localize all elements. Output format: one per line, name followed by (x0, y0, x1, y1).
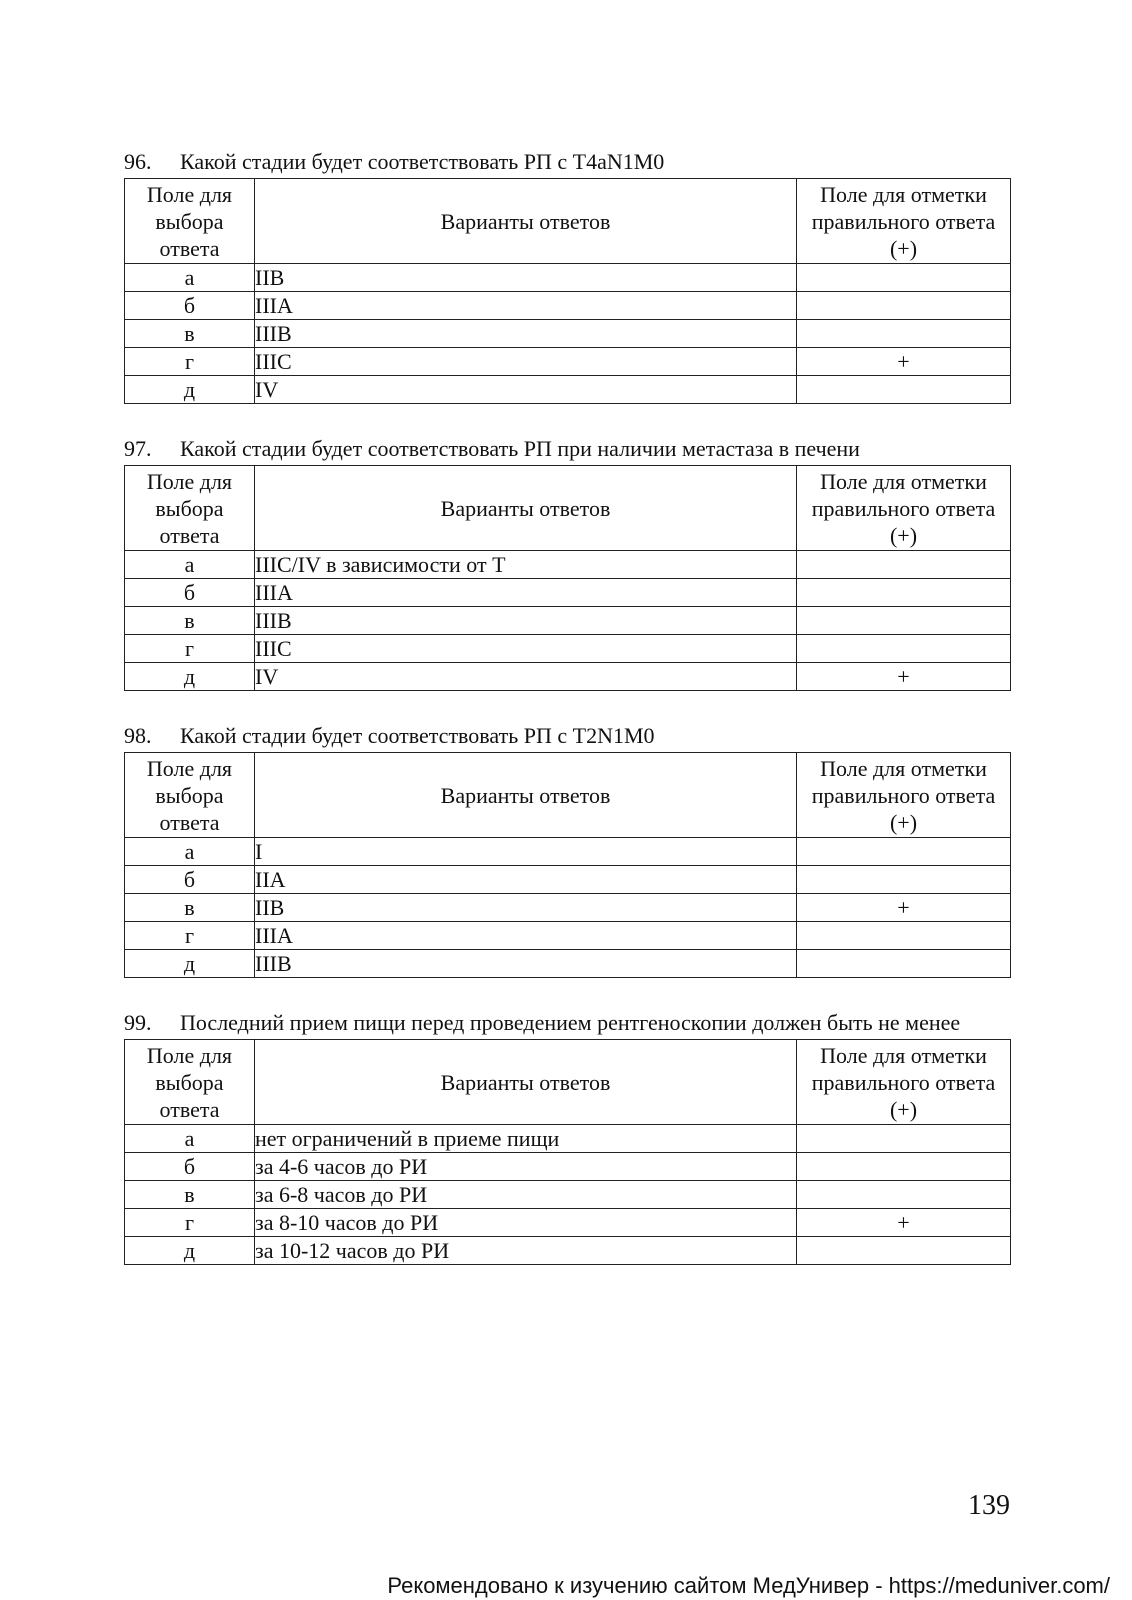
row-option: IIIA (255, 579, 797, 607)
row-mark (797, 579, 1011, 607)
table-row (125, 894, 1011, 922)
question-number: 99. (124, 1010, 152, 1035)
table-row (125, 838, 1011, 866)
row-mark (797, 1237, 1011, 1265)
question-98 (124, 722, 1010, 978)
row-letter: г (125, 635, 255, 663)
header-correct-mark: Поле для отметки правильного ответа (+) (797, 753, 1011, 838)
header-answer-options: Варианты ответов (255, 179, 797, 264)
question-title (124, 435, 1010, 463)
header-correct-mark: Поле для отметки правильного ответа (+) (797, 179, 1011, 264)
row-mark (797, 551, 1011, 579)
answers-table (124, 1039, 1011, 1265)
table-row (125, 635, 1011, 663)
row-letter: д (125, 950, 255, 978)
row-letter: г (125, 348, 255, 376)
row-letter: б (125, 866, 255, 894)
table-header (125, 466, 1011, 551)
row-option: IIIA (255, 292, 797, 320)
row-mark (797, 320, 1011, 348)
row-mark (797, 292, 1011, 320)
row-option: IV (255, 376, 797, 404)
row-letter: д (125, 376, 255, 404)
question-title (124, 148, 1010, 176)
row-option: IIIB (255, 607, 797, 635)
table-row (125, 607, 1011, 635)
header-answer-options: Варианты ответов (255, 466, 797, 551)
question-number: 97. (124, 436, 152, 461)
table-header (125, 753, 1011, 838)
row-mark (797, 264, 1011, 292)
row-option: за 8-10 часов до РИ (255, 1209, 797, 1237)
row-option: IIIB (255, 950, 797, 978)
table-row (125, 264, 1011, 292)
row-mark: + (797, 894, 1011, 922)
row-letter: б (125, 579, 255, 607)
row-mark (797, 1125, 1011, 1153)
row-mark (797, 1153, 1011, 1181)
question-text: Последний прием пищи перед проведением рентгеноскопии должен быть не менее (180, 1010, 961, 1035)
table-row (125, 1181, 1011, 1209)
row-letter: д (125, 1237, 255, 1265)
question-number: 98. (124, 723, 152, 748)
question-99 (124, 1009, 1010, 1265)
header-answer-options: Варианты ответов (255, 1040, 797, 1125)
row-option: за 4-6 часов до РИ (255, 1153, 797, 1181)
question-97 (124, 435, 1010, 691)
row-letter: в (125, 1181, 255, 1209)
question-text: Какой стадии будет соответствовать РП при наличии метастаза в печени (180, 436, 860, 461)
row-option: за 6-8 часов до РИ (255, 1181, 797, 1209)
row-option: за 10-12 часов до РИ (255, 1237, 797, 1265)
table-row (125, 348, 1011, 376)
question-text: Какой стадии будет соответствовать РП с T2N1M0 (180, 723, 655, 748)
page-number: 139 (968, 1490, 1010, 1521)
answers-table (124, 178, 1011, 404)
header-choice-field: Поле для выбора ответа (125, 753, 255, 838)
row-mark (797, 607, 1011, 635)
question-title (124, 722, 1010, 750)
table-row (125, 376, 1011, 404)
table-row (125, 579, 1011, 607)
header-choice-field: Поле для выбора ответа (125, 466, 255, 551)
row-mark (797, 635, 1011, 663)
row-mark (797, 866, 1011, 894)
row-option: IIB (255, 894, 797, 922)
question-text: Какой стадии будет соответствовать РП с T4aN1M0 (180, 149, 665, 174)
row-letter: б (125, 1153, 255, 1181)
question-96 (124, 148, 1010, 404)
table-row (125, 551, 1011, 579)
table-row (125, 663, 1011, 691)
row-option: IIB (255, 264, 797, 292)
answers-table (124, 752, 1011, 978)
row-option: IIIB (255, 320, 797, 348)
row-option: IIIA (255, 922, 797, 950)
table-header (125, 179, 1011, 264)
row-mark: + (797, 348, 1011, 376)
row-option: нет ограничений в приеме пищи (255, 1125, 797, 1153)
header-answer-options: Варианты ответов (255, 753, 797, 838)
row-letter: г (125, 1209, 255, 1237)
row-letter: г (125, 922, 255, 950)
table-row (125, 1125, 1011, 1153)
question-title (124, 1009, 1010, 1037)
row-option: IIIC/IV в зависимости от T (255, 551, 797, 579)
row-mark (797, 950, 1011, 978)
table-row (125, 292, 1011, 320)
header-choice-field: Поле для выбора ответа (125, 179, 255, 264)
row-mark (797, 922, 1011, 950)
table-row (125, 866, 1011, 894)
header-correct-mark: Поле для отметки правильного ответа (+) (797, 466, 1011, 551)
row-letter: в (125, 894, 255, 922)
answers-table (124, 465, 1011, 691)
header-correct-mark: Поле для отметки правильного ответа (+) (797, 1040, 1011, 1125)
footer-recommendation[interactable]: Рекомендовано к изучению сайтом МедУнивер - https://meduniver.com/ (387, 1573, 1110, 1598)
row-option: I (255, 838, 797, 866)
question-number: 96. (124, 149, 152, 174)
row-letter: а (125, 551, 255, 579)
row-letter: а (125, 264, 255, 292)
row-letter: в (125, 607, 255, 635)
row-mark: + (797, 663, 1011, 691)
table-row (125, 1209, 1011, 1237)
row-letter: а (125, 1125, 255, 1153)
header-choice-field: Поле для выбора ответа (125, 1040, 255, 1125)
row-letter: б (125, 292, 255, 320)
row-letter: а (125, 838, 255, 866)
table-row (125, 320, 1011, 348)
row-option: IV (255, 663, 797, 691)
table-row (125, 950, 1011, 978)
table-header (125, 1040, 1011, 1125)
row-option: IIA (255, 866, 797, 894)
row-mark: + (797, 1209, 1011, 1237)
table-row (125, 922, 1011, 950)
row-mark (797, 1181, 1011, 1209)
row-option: IIIC (255, 348, 797, 376)
table-row (125, 1153, 1011, 1181)
row-letter: д (125, 663, 255, 691)
row-option: IIIC (255, 635, 797, 663)
table-row (125, 1237, 1011, 1265)
row-mark (797, 838, 1011, 866)
row-letter: в (125, 320, 255, 348)
row-mark (797, 376, 1011, 404)
